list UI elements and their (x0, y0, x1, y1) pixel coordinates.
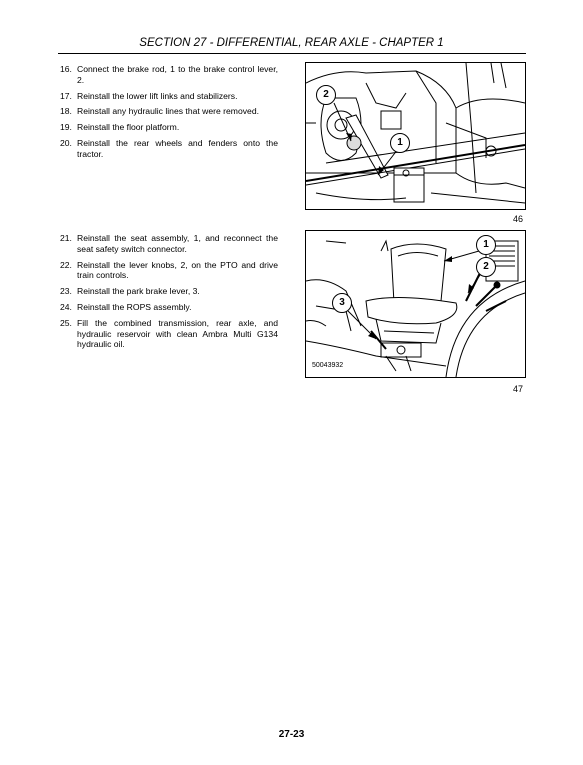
steps-group-2 (60, 233, 278, 355)
step-number: 20. (60, 137, 72, 148)
step-22 (60, 260, 278, 282)
step-19 (60, 122, 278, 133)
step-25 (60, 318, 278, 350)
step-text: Reinstall the ROPS assembly. (77, 301, 192, 312)
step-23 (60, 286, 278, 297)
step-text: Fill the combined transmission, rear axle, and hydraulic reservoir with clean Ambra Multi G134 hydraulic oil. (77, 317, 278, 350)
callout-1: 1 (476, 235, 496, 255)
step-17 (60, 91, 278, 102)
step-number: 21. (60, 233, 72, 243)
header-rule (58, 53, 526, 54)
figure-46-image (305, 62, 526, 210)
page-number: 27-23 (278, 729, 305, 740)
step-number: 19. (60, 122, 72, 133)
step-21 (60, 233, 278, 255)
step-16 (60, 64, 278, 86)
step-text: Reinstall the seat assembly, 1, and reconnect the seat safety switch connector. (77, 233, 278, 254)
callout-2: 2 (316, 85, 336, 105)
step-text: Reinstall the lower lift links and stabilizers. (77, 90, 238, 101)
step-text: Reinstall the park brake lever, 3. (77, 286, 200, 297)
figure-47-number: 47 (512, 384, 523, 394)
step-text: Reinstall the lever knobs, 2, on the PTO and drive train controls. (77, 259, 278, 281)
step-24 (60, 302, 278, 313)
step-20 (60, 138, 278, 160)
step-text: Reinstall any hydraulic lines that were removed. (77, 106, 259, 117)
step-number: 22. (60, 259, 72, 270)
figure-47-image (305, 230, 526, 378)
image-code: 50043932 (312, 362, 344, 369)
step-text: Reinstall the floor platform. (77, 122, 180, 133)
step-number: 16. (60, 64, 72, 74)
steps-group-1 (60, 64, 278, 165)
step-number: 23. (60, 286, 72, 297)
callout-3: 3 (332, 293, 352, 313)
callout-2: 2 (476, 257, 496, 277)
step-number: 25. (60, 317, 72, 328)
callout-1: 1 (390, 133, 410, 153)
step-number: 18. (60, 106, 72, 117)
step-text: Connect the brake rod, 1 to the brake control lever, 2. (77, 64, 278, 85)
section-header: SECTION 27 - DIFFERENTIAL, REAR AXLE - CHAPTER 1 (139, 37, 444, 49)
figure-46-number: 46 (512, 214, 523, 224)
step-number: 17. (60, 90, 72, 101)
brake-rod-illustration (306, 63, 525, 209)
step-number: 24. (60, 301, 72, 312)
step-18 (60, 106, 278, 117)
step-text: Reinstall the rear wheels and fenders onto the tractor. (77, 137, 278, 159)
